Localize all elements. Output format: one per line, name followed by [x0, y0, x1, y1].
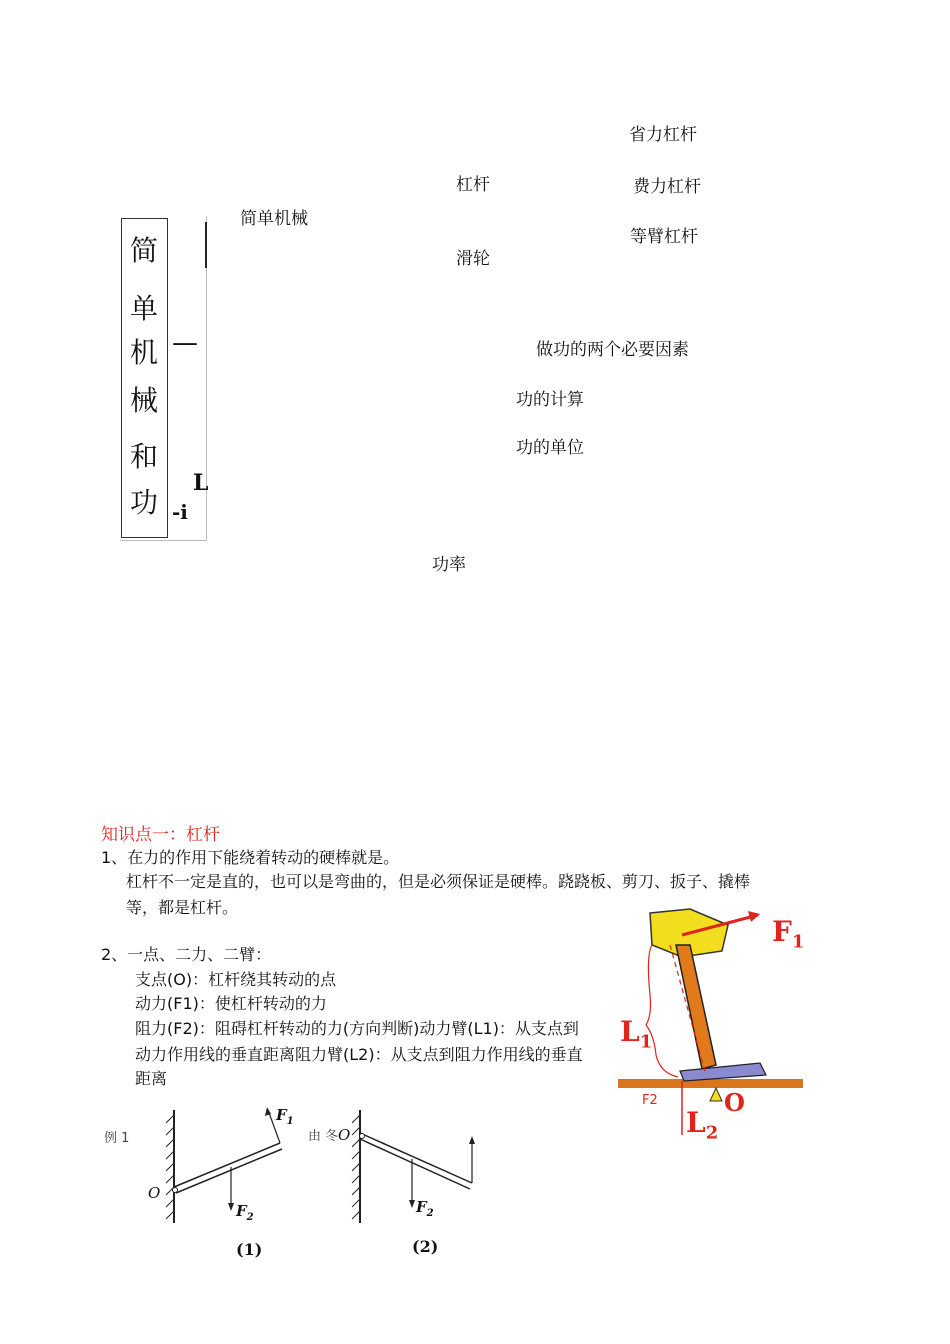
def-load-cont: 动力作用线的垂直距离阻力臂(L2)：从支点到阻力作用线的垂直 [135, 1045, 583, 1064]
label-l2: $L_2$ [686, 1106, 719, 1144]
f1-label-1: $F_1$ [276, 1106, 294, 1127]
title-char: 功 [130, 486, 159, 519]
def-effort: 动力(F1)：使杠杆转动的力 [135, 994, 327, 1013]
node-lever-type: 等臂杠杆 [630, 227, 698, 247]
node-pulley: 滑轮 [456, 249, 490, 269]
node-simple-machines: 简单机械 [240, 209, 308, 229]
l1-brace [646, 945, 678, 1077]
ground-board [618, 1079, 803, 1088]
example-diagrams [140, 1105, 520, 1230]
label-l1: $L_1$ [620, 1015, 653, 1053]
paragraph-2: 杠杆不一定是直的，也可以是弯曲的，但是必须保证是硬棒。跷跷板、剪刀、扳子、撬棒 [126, 872, 751, 891]
caption-2: (2) [412, 1237, 439, 1256]
def-load: 阻力(F2)：阻碍杠杆转动的力(方向判断)动力臂(L1)：从支点到 [135, 1019, 579, 1038]
bracket-line [205, 222, 207, 268]
pivot-1 [173, 1188, 178, 1193]
paragraph-3: 2、一点、二力、二臂： [101, 945, 272, 964]
title-char: 简 [130, 234, 159, 267]
mark-i: -i [172, 500, 188, 524]
f2-label-2: $F_2$ [416, 1198, 434, 1219]
lever-1 [174, 1143, 280, 1187]
node-work-item: 功的计算 [516, 390, 584, 410]
caption-1: (1) [236, 1240, 263, 1259]
lever-2 [360, 1133, 472, 1183]
title-char: 机 [130, 336, 159, 369]
crowbar-bar [676, 945, 716, 1069]
node-work-item: 功的单位 [516, 438, 584, 458]
main-title-box [121, 218, 168, 538]
node-power: 功率 [432, 555, 466, 575]
label-f1: $F_1$ [772, 915, 805, 953]
node-work-item: 做功的两个必要因素 [536, 340, 689, 360]
node-lever-type: 费力杠杆 [633, 177, 701, 197]
example-2-label: 由 冬 [308, 1129, 339, 1144]
pivot-2 [360, 1134, 365, 1139]
o-label-2: O [338, 1126, 351, 1144]
title-char: 械 [130, 384, 159, 417]
o-label-1: O [148, 1184, 161, 1202]
mark-l: L [193, 470, 209, 496]
branch-dash: — [172, 328, 198, 358]
paragraph-2-cont: 等，都是杠杆。 [126, 898, 239, 917]
node-lever: 杠杆 [456, 175, 490, 195]
f2-label-1: $F_2$ [236, 1202, 254, 1223]
title-char: 单 [130, 292, 159, 325]
def-fulcrum: 支点(O)：杠杆绕其转动的点 [135, 970, 337, 989]
paragraph-1: 1、在力的作用下能绕着转动的硬棒就是。 [101, 848, 400, 867]
title-char: 和 [130, 440, 159, 473]
section-heading: 知识点一：杠杆 [101, 825, 220, 845]
crowbar-foot [680, 1063, 766, 1081]
example-1-label: 例 1 [104, 1131, 130, 1146]
def-load-end: 距离 [135, 1069, 168, 1088]
label-f2: F2 [642, 1093, 658, 1108]
fulcrum-icon [710, 1088, 722, 1101]
node-lever-type: 省力杠杆 [629, 125, 697, 145]
label-o: O [724, 1088, 745, 1117]
